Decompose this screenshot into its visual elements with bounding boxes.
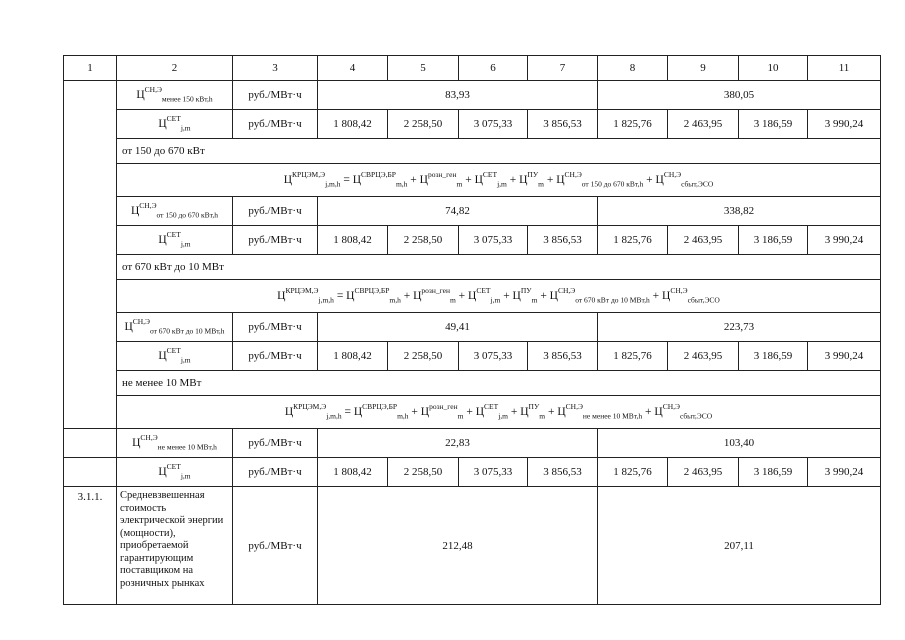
- value-cell: 2 463,95: [668, 226, 739, 255]
- value-cell: 49,41: [318, 313, 598, 342]
- value-cell: 212,48: [318, 487, 598, 605]
- header-cell: 5: [388, 56, 459, 81]
- merged-number-cell: [64, 429, 117, 458]
- value-cell: 3 990,24: [808, 110, 881, 139]
- value-cell: 3 186,59: [739, 342, 808, 371]
- set-symbol-cell: $Ц^{СЕТ}_{j,m}$: [117, 110, 233, 139]
- value-cell: 380,05: [598, 81, 881, 110]
- value-cell: 223,73: [598, 313, 881, 342]
- header-cell: 2: [117, 56, 233, 81]
- value-cell: 3 856,53: [528, 458, 598, 487]
- section-title-row: [64, 139, 881, 164]
- table-row: [64, 458, 881, 487]
- value-cell: 1 825,76: [598, 342, 668, 371]
- unit-cell: руб./МВт·ч: [233, 226, 318, 255]
- value-cell: 3 856,53: [528, 110, 598, 139]
- value-cell: 3 990,24: [808, 226, 881, 255]
- value-cell: 3 856,53: [528, 226, 598, 255]
- unit-cell: руб./МВт·ч: [233, 313, 318, 342]
- value-cell: 74,82: [318, 197, 598, 226]
- value-cell: 1 808,42: [318, 110, 388, 139]
- set-symbol-cell: $Ц^{СЕТ}_{j,m}$: [117, 458, 233, 487]
- table-row: [64, 110, 881, 139]
- formula-row: [64, 396, 881, 429]
- sn-symbol-cell: $Ц^{СН,Э}_{менее 150 кВт,h}$: [117, 81, 233, 110]
- value-cell: 2 463,95: [668, 342, 739, 371]
- value-cell: 103,40: [598, 429, 881, 458]
- value-cell: 207,11: [598, 487, 881, 605]
- value-cell: 1 808,42: [318, 458, 388, 487]
- value-cell: 2 258,50: [388, 226, 459, 255]
- value-cell: 3 990,24: [808, 342, 881, 371]
- value-cell: 2 463,95: [668, 458, 739, 487]
- value-cell: 1 825,76: [598, 226, 668, 255]
- unit-cell: руб./МВт·ч: [233, 487, 318, 605]
- sn-symbol-cell: $Ц^{СН,Э}_{не менее 10 МВт,h}$: [117, 429, 233, 458]
- value-cell: 1 808,42: [318, 342, 388, 371]
- table-row: [64, 429, 881, 458]
- merged-number-cell: [64, 458, 117, 487]
- table-row: [64, 313, 881, 342]
- row-description: Средневзвешенная стоимость электрической энергии (мощности), приобретаемой гарантирующим поставщиком на розничных рынках: [117, 487, 233, 605]
- header-cell: 4: [318, 56, 388, 81]
- table-row: [64, 226, 881, 255]
- value-cell: 2 258,50: [388, 342, 459, 371]
- value-cell: 22,83: [318, 429, 598, 458]
- header-row: [64, 56, 881, 81]
- formula-row: [64, 280, 881, 313]
- unit-cell: руб./МВт·ч: [233, 458, 318, 487]
- table-row: [64, 487, 881, 605]
- value-cell: 3 990,24: [808, 458, 881, 487]
- set-symbol-cell: $Ц^{СЕТ}_{j,m}$: [117, 226, 233, 255]
- section-title: от 150 до 670 кВт: [117, 139, 881, 164]
- value-cell: 338,82: [598, 197, 881, 226]
- section-title: от 670 кВт до 10 МВт: [117, 255, 881, 280]
- unit-cell: руб./МВт·ч: [233, 110, 318, 139]
- value-cell: 1 808,42: [318, 226, 388, 255]
- header-cell: 1: [64, 56, 117, 81]
- formula-row: [64, 164, 881, 197]
- value-cell: 3 075,33: [459, 226, 528, 255]
- merged-number-cell: [64, 81, 117, 429]
- header-cell: 10: [739, 56, 808, 81]
- value-cell: 3 186,59: [739, 110, 808, 139]
- unit-cell: руб./МВт·ч: [233, 81, 318, 110]
- value-cell: 2 463,95: [668, 110, 739, 139]
- unit-cell: руб./МВт·ч: [233, 342, 318, 371]
- value-cell: 3 186,59: [739, 226, 808, 255]
- sn-symbol-cell: $Ц^{СН,Э}_{от 670 кВт до 10 МВт,h}$: [117, 313, 233, 342]
- value-cell: 2 258,50: [388, 458, 459, 487]
- set-symbol-cell: $Ц^{СЕТ}_{j,m}$: [117, 342, 233, 371]
- value-cell: 3 075,33: [459, 342, 528, 371]
- value-cell: 3 186,59: [739, 458, 808, 487]
- header-cell: 3: [233, 56, 318, 81]
- value-cell: 3 856,53: [528, 342, 598, 371]
- unit-cell: руб./МВт·ч: [233, 197, 318, 226]
- table-row: [64, 342, 881, 371]
- section-title-row: [64, 371, 881, 396]
- section-title-row: [64, 255, 881, 280]
- row-number: 3.1.1.: [64, 487, 117, 605]
- header-cell: 9: [668, 56, 739, 81]
- value-cell: 3 075,33: [459, 110, 528, 139]
- header-cell: 6: [459, 56, 528, 81]
- table-row: [64, 197, 881, 226]
- header-cell: 8: [598, 56, 668, 81]
- table-row: [64, 81, 881, 110]
- header-cell: 11: [808, 56, 881, 81]
- value-cell: 83,93: [318, 81, 598, 110]
- value-cell: 1 825,76: [598, 110, 668, 139]
- formula: $Ц^{КРЦЭМ,Э}_{j,m,h} = Ц^{СВРЦЭ,БР}_{m,h} + Ц^{розн\_ген}_m + Ц^{СЕТ}_{j,m} + Ц^{ПУ}_m + Ц^{СН,Э}_{от 670 кВт до 10 МВт,h} + Ц^{СН,Э}_{сбыт,ЭСО}$: [117, 280, 881, 313]
- unit-cell: руб./МВт·ч: [233, 429, 318, 458]
- header-cell: 7: [528, 56, 598, 81]
- value-cell: 1 825,76: [598, 458, 668, 487]
- section-title: не менее 10 МВт: [117, 371, 881, 396]
- sn-symbol-cell: $Ц^{СН,Э}_{от 150 до 670 кВт,h}$: [117, 197, 233, 226]
- formula: $Ц^{КРЦЭМ,Э}_{j,m,h} = Ц^{СВРЦЭ,БР}_{m,h} + Ц^{розн\_ген}_m + Ц^{СЕТ}_{j,m} + Ц^{ПУ}_m + Ц^{СН,Э}_{от 150 до 670 кВт,h} + Ц^{СН,Э}_{сбыт,ЭСО}$: [117, 164, 881, 197]
- value-cell: 2 258,50: [388, 110, 459, 139]
- formula: $Ц^{КРЦЭМ,Э}_{j,m,h} = Ц^{СВРЦЭ,БР}_{m,h} + Ц^{розн\_ген}_m + Ц^{СЕТ}_{j,m} + Ц^{ПУ}_m + Ц^{СН,Э}_{не менее 10 МВт,h} + Ц^{СН,Э}_{сбыт,ЭСО}$: [117, 396, 881, 429]
- tariff-table: [63, 55, 881, 605]
- value-cell: 3 075,33: [459, 458, 528, 487]
